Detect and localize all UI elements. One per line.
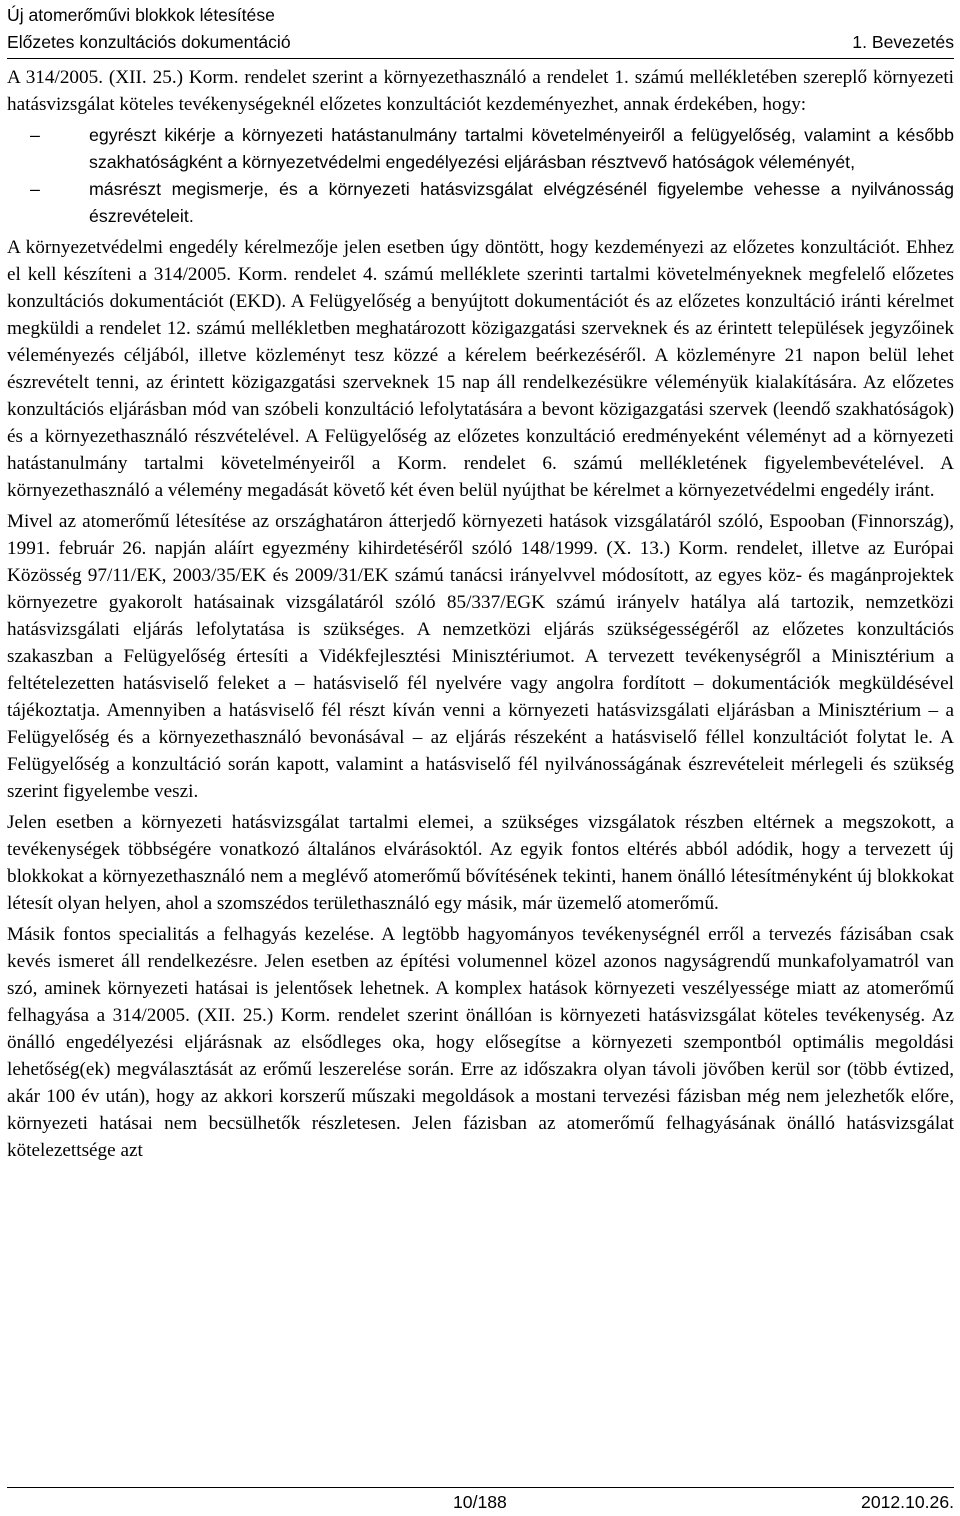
- dash-bullet-marker: –: [30, 179, 40, 199]
- header-title-block: [7, 2, 291, 56]
- paragraph-consultation-procedure: A környezetvédelmi engedély kérelmezője jelen esetben úgy döntött, hogy kezdeményezi az előzetes konzultációt. Ehhez el kell készíteni a 314/2005. Korm. rendelet 4. számú melléklete szerinti tartalmi követelményeknek megfelelő előzetes konzultációs dokumentációt (EKD). A Felügyelőség a benyújtott dokumentációt és az előzetes konzultáció iránti kérelmet megküldi a rendelet 12. számú mellékletben meghatározott közigazgatási szerveknek és az érintett települések jegyzőinek véleményezés céljából, illetve közleményt tesz közzé a kérelem beérkezéséről. A közleményre 21 napon belül lehet észrevételt tenni, az érintett közigazgatási szerveknek 15 nap áll rendelkezésükre véleményük kialakítására. Az előzetes konzultációs eljárásban mód van szóbeli konzultáció lefolytatására a bevont közigazgatási szervek (leendő szakhatóságok) és a környezethasználó részvételével. A Felügyelőség az előzetes konzultáció eredményeként véleményt ad a környezeti hatástanulmány tartalmi követelményeiről a Korm. rendelet 6. számú mellékletének figyelembevételével. A környezethasználó a vélemény megadását követő két éven belül nyújthat be kérelmet a környezetvédelmi engedély iránt.: [7, 237, 954, 501]
- document-date: 2012.10.26.: [861, 1492, 954, 1512]
- page-footer: [7, 1487, 954, 1516]
- bullet-text: egyrészt kikérje a környezeti hatástanulmány tartalmi követelményeiről a felügyelőség, valamint a később szakhatóságként a környezetvédelmi engedélyezési eljárásban résztvevő hatóságok véleményét,: [89, 125, 954, 172]
- page-header: [7, 2, 954, 59]
- header-section-title: 1. Bevezetés: [852, 32, 954, 52]
- dash-bullet-marker: –: [30, 125, 40, 145]
- bullet-text: másrészt megismerje, és a környezeti hatásvizsgálat elvégzésénél figyelembe vehesse a nyilvánosság észrevételeit.: [89, 179, 954, 226]
- page-number: 10/188: [453, 1492, 507, 1512]
- bullet-list: [7, 122, 954, 230]
- document-body: [7, 64, 954, 1168]
- paragraph-decommissioning: Másik fontos specialitás a felhagyás kezelése. A legtöbb hagyományos tevékenységnél erről a tervezés fázisában csak kevés ismeret áll rendelkezésre. Jelen esetben az építési volumennel közel azonos nagyságrendű munkafolyamatról van szó, aminek környezeti hatásai is jelentősek lehetnek. A komplex hatások környezeti veszélyessége miatt az atomerőmű felhagyása a 314/2005. (XII. 25.) Korm. rendelet szerint önállóan is környezeti hatásvizsgálat köteles tevékenység. Az önálló engedélyezési eljárásnak az elsődleges oka, hogy elősegítse a környezeti szempontból optimális megoldási lehetőség(ek) megválasztását az erőmű leszerelése során. Erre az időszakra olyan távoli jövőben kerül sor (több évtized, akár 100 év után), hogy az akkori korszerű műszaki megoldások a mostani tervezési fázisban még nem jelezhetők előre, környezeti hatásai nem becsülhetők részletesen. Jelen fázisban az atomerőmű felhagyásának önálló hatásvizsgálat kötelezettsége azt: [7, 924, 954, 1161]
- header-document-title: Előzetes konzultációs dokumentáció: [7, 32, 291, 52]
- bullet-item: [7, 122, 954, 176]
- paragraph-specifics: Jelen esetben a környezeti hatásvizsgálat tartalmi elemei, a szükséges vizsgálatok részben eltérnek a megszokott, a tevékenységek többségére vonatkozó általános elvárásoktól. Az egyik fontos eltérés abból adódik, hogy a tervezett új blokkokat a környezethasználó nem a meglévő atomerőmű bővítésének tekinti, hanem önálló létesítményként új blokkokat létesít olyan helyen, ahol a szomszédos területhasználó egy másik, már üzemelő atomerőmű.: [7, 812, 954, 914]
- bullet-item: [7, 176, 954, 230]
- paragraph-international-procedure: Mivel az atomerőmű létesítése az országhatáron átterjedő környezeti hatások vizsgálatáról szóló, Espooban (Finnország), 1991. február 26. napján aláírt egyezmény kihirdetéséről szóló 148/1999. (X. 13.) Korm. rendelet, illetve az Európai Közösség 97/11/EK, 2003/35/EK és 2009/31/EK számú tanácsi irányelvvel módosított, az egyes köz- és magánprojektek környezetre gyakorolt hatásainak vizsgálatáról szóló 85/337/EGK számú irányelv hatálya alá tartozik, nemzetközi hatásvizsgálati eljárás lefolytatása is szükséges. A nemzetközi eljárás szükségességéről az előzetes konzultációs szakaszban a Felügyelőség értesíti a Vidékfejlesztési Minisztériumot. A tervezett tevékenységről a Minisztérium a feltételezetten hatásviselő feleket a – hatásviselő fél nyelvére vagy angolra fordított – dokumentációk megküldésével tájékoztatja. Amennyiben a hatásviselő fél részt kíván venni a környezeti hatásvizsgálati eljárásban a Minisztérium – a Felügyelőség és a környezethasználó bevonásával – az eljárás részeként a hatásviselő féllel konzultációt folytat le. A Felügyelőség a konzultáció során kapott, valamint a hatásviselő fél nyilvánosságának észrevételeit mérlegeli és szükség szerint figyelembe veszi.: [7, 511, 954, 802]
- paragraph-intro: A 314/2005. (XII. 25.) Korm. rendelet szerint a környezethasználó a rendelet 1. számú mellékletében szereplő környezeti hatásvizsgálat köteles tevékenységeknél előzetes konzultációt kezdeményezhet, annak érdekében, hogy:: [7, 67, 954, 115]
- header-project-title: Új atomerőművi blokkok létesítése: [7, 5, 275, 25]
